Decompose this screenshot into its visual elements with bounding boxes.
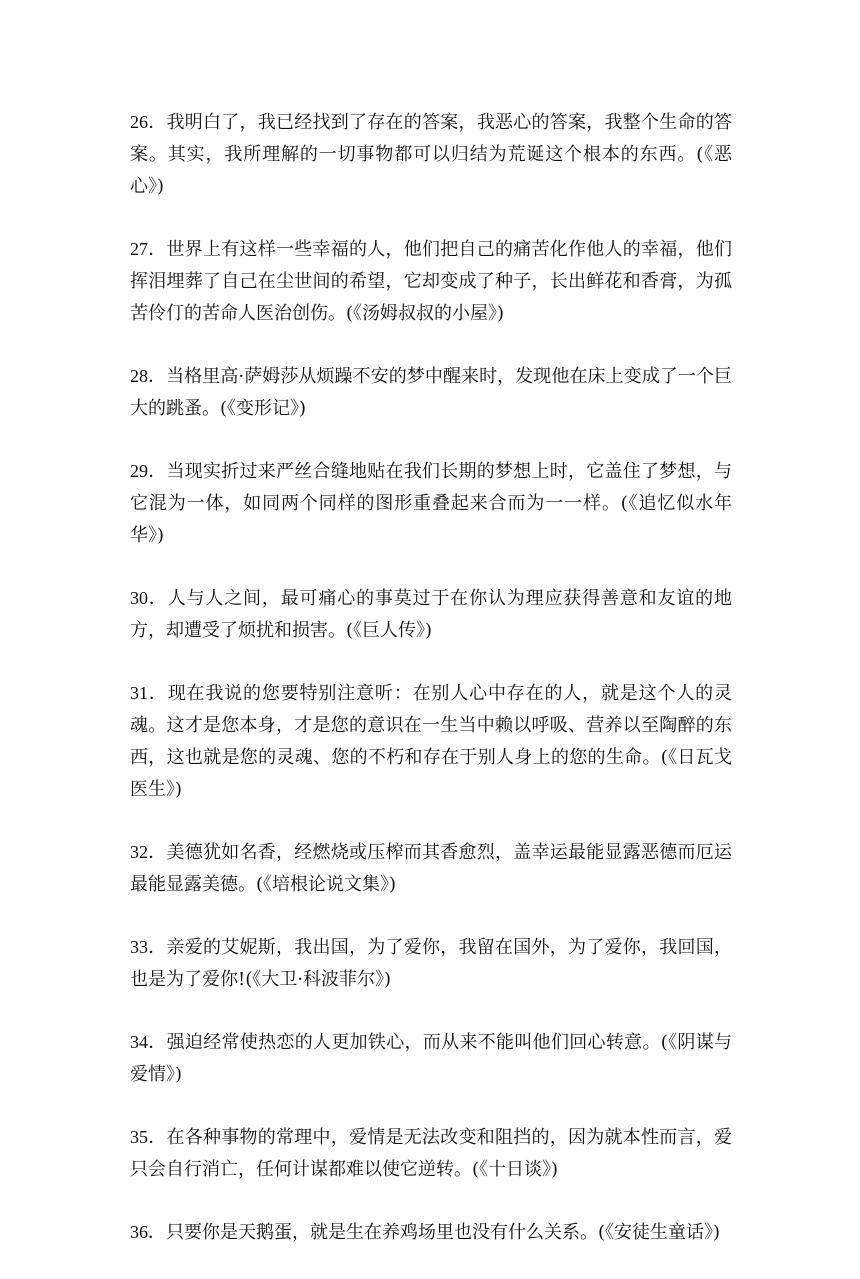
quote-26	[130, 106, 732, 203]
quote-text: 亲爱的艾妮斯，我出国，为了爱你，我留在国外，为了爱你，我回国，也是为了爱你!(《大卫·科波菲尔》)	[130, 937, 732, 990]
quote-30	[130, 582, 732, 647]
quote-27	[130, 233, 732, 330]
quote-number: 31．	[130, 683, 168, 703]
quote-number: 27．	[130, 239, 167, 259]
quote-number: 26．	[130, 112, 167, 132]
quote-text: 强迫经常使热恋的人更加铁心，而从来不能叫他们回心转意。(《阴谋与爱情》)	[130, 1032, 732, 1085]
quote-36	[130, 1216, 732, 1249]
quote-number: 28．	[130, 366, 167, 386]
quote-35	[130, 1121, 732, 1186]
quote-29	[130, 455, 732, 552]
quote-number: 30．	[130, 588, 168, 608]
quote-text: 在各种事物的常理中，爱情是无法改变和阻挡的，因为就本性而言，爱只会自行消亡，任何计谋都难以使它逆转。(《十日谈》)	[130, 1127, 732, 1180]
quote-34	[130, 1026, 732, 1091]
quote-text: 现在我说的您要特别注意听：在别人心中存在的人，就是这个人的灵魂。这才是您本身，才是您的意识在一生当中赖以呼吸、营养以至陶醉的东西，这也就是您的灵魂、您的不朽和存在于别人身上的您的生命。(《日瓦戈医生》)	[130, 683, 733, 800]
quote-text: 世界上有这样一些幸福的人，他们把自己的痛苦化作他人的幸福，他们挥泪埋葬了自己在尘世间的希望，它却变成了种子，长出鲜花和香膏，为孤苦伶仃的苦命人医治创伤。(《汤姆叔叔的小屋》)	[130, 239, 732, 324]
quote-number: 33．	[130, 937, 167, 957]
quote-text: 当现实折过来严丝合缝地贴在我们长期的梦想上时，它盖住了梦想，与它混为一体，如同两个同样的图形重叠起来合而为一一样。(《追忆似水年华》)	[130, 461, 732, 546]
quote-number: 34．	[130, 1032, 167, 1052]
quote-list	[130, 106, 732, 1279]
quote-33	[130, 931, 732, 996]
quote-text: 只要你是天鹅蛋，就是生在养鸡场里也没有什么关系。(《安徒生童话》)	[166, 1222, 721, 1243]
quote-text: 我明白了，我已经找到了存在的答案，我恶心的答案，我整个生命的答案。其实，我所理解的一切事物都可以归结为荒诞这个根本的东西。(《恶心》)	[130, 112, 732, 197]
quote-number: 36．	[130, 1222, 166, 1242]
quote-text: 人与人之间，最可痛心的事莫过于在你认为理应获得善意和友谊的地方，却遭受了烦扰和损害。(《巨人传》)	[130, 588, 733, 641]
quote-text: 当格里高·萨姆莎从烦躁不安的梦中醒来时，发现他在床上变成了一个巨大的跳蚤。(《变形记》)	[130, 366, 733, 419]
quote-31	[130, 677, 732, 806]
quote-number: 35．	[130, 1127, 167, 1147]
quote-text: 美德犹如名香，经燃烧或压榨而其香愈烈，盖幸运最能显露恶德而厄运最能显露美德。(《培根论说文集》)	[130, 842, 732, 895]
quote-32	[130, 836, 732, 901]
quote-number: 29．	[130, 461, 167, 481]
quote-number: 32．	[130, 842, 167, 862]
quote-28	[130, 360, 732, 425]
